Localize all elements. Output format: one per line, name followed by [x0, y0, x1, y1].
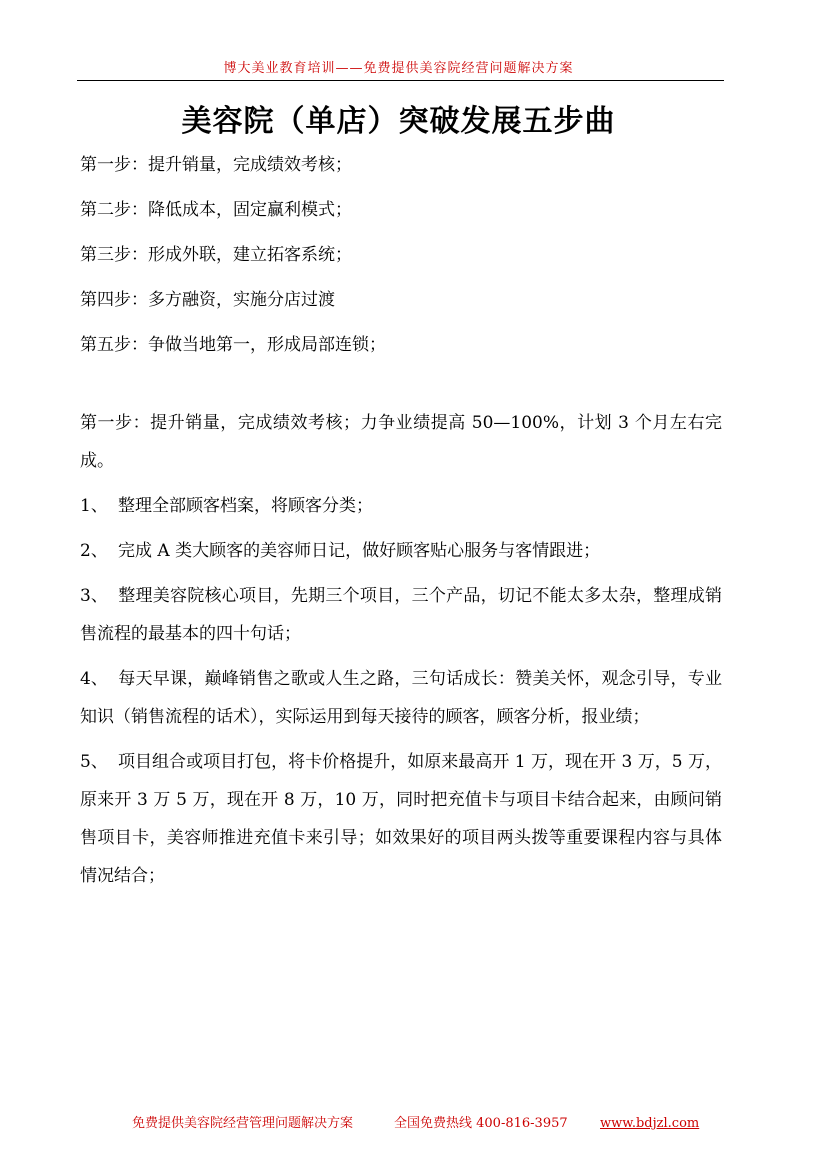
step1-intro: 第一步：提升销量，完成绩效考核；力争业绩提高 50—100%，计划 3 个月左右完成。 — [80, 413, 722, 471]
list-item — [80, 743, 722, 895]
step-line-2: 第二步：降低成本，固定赢利模式； — [80, 200, 352, 220]
list-item-number: 5、 — [80, 752, 108, 772]
step-line-4: 第四步：多方融资，实施分店过渡 — [80, 290, 335, 310]
footer-slogan: 免费提供美容院经营管理问题解决方案 — [132, 1116, 354, 1131]
list-item-text: 项目组合或项目打包，将卡价格提升，如原来最高开 1 万，现在开 3 万，5 万，原来开 3 万 5 万，现在开 8 万，10 万，同时把充值卡与项目卡结合起来，由顾问销售项目卡，美容师推进充值卡来引导；如效果好的项目两头拨等重要课程内容与具体情况结合； — [80, 752, 722, 886]
list-item-text: 每天早课，巅峰销售之歌或人生之路，三句话成长：赞美关怀，观念引导，专业知识（销售流程的话术），实际运用到每天接待的顾客，顾客分析，报业绩； — [80, 669, 722, 727]
step-line-1: 第一步：提升销量，完成绩效考核； — [80, 155, 352, 175]
list-item — [80, 660, 722, 736]
footer-website-link[interactable]: www.bdjzl.com — [600, 1116, 700, 1131]
list-item-number: 3、 — [80, 586, 108, 606]
list-item-text: 整理美容院核心项目，先期三个项目，三个产品，切记不能太多太杂，整理成销售流程的最基本的四十句话； — [80, 586, 722, 644]
steps-summary — [80, 146, 722, 364]
header-banner: 博大美业教育培训——免费提供美容院经营问题解决方案 — [223, 61, 574, 76]
list-item-text: 完成 A 类大顾客的美容师日记，做好顾客贴心服务与客情跟进； — [118, 541, 601, 561]
footer-hotline: 全国免费热线 400-816-3957 — [394, 1116, 568, 1131]
step-line-5: 第五步：争做当地第一，形成局部连锁； — [80, 335, 386, 355]
step-line-3: 第三步：形成外联，建立拓客系统； — [80, 245, 352, 265]
page-footer — [0, 1114, 827, 1134]
list-item — [80, 487, 722, 525]
list-item-number: 1、 — [80, 496, 108, 516]
list-item-number: 4、 — [80, 669, 108, 689]
list-item — [80, 577, 722, 653]
step1-section — [80, 404, 722, 895]
document-title: 美容院（单店）突破发展五步曲 — [181, 104, 616, 139]
list-item-number: 2、 — [80, 541, 108, 561]
list-item — [80, 532, 722, 570]
list-item-text: 整理全部顾客档案，将顾客分类； — [118, 496, 373, 516]
header-divider — [77, 80, 724, 81]
